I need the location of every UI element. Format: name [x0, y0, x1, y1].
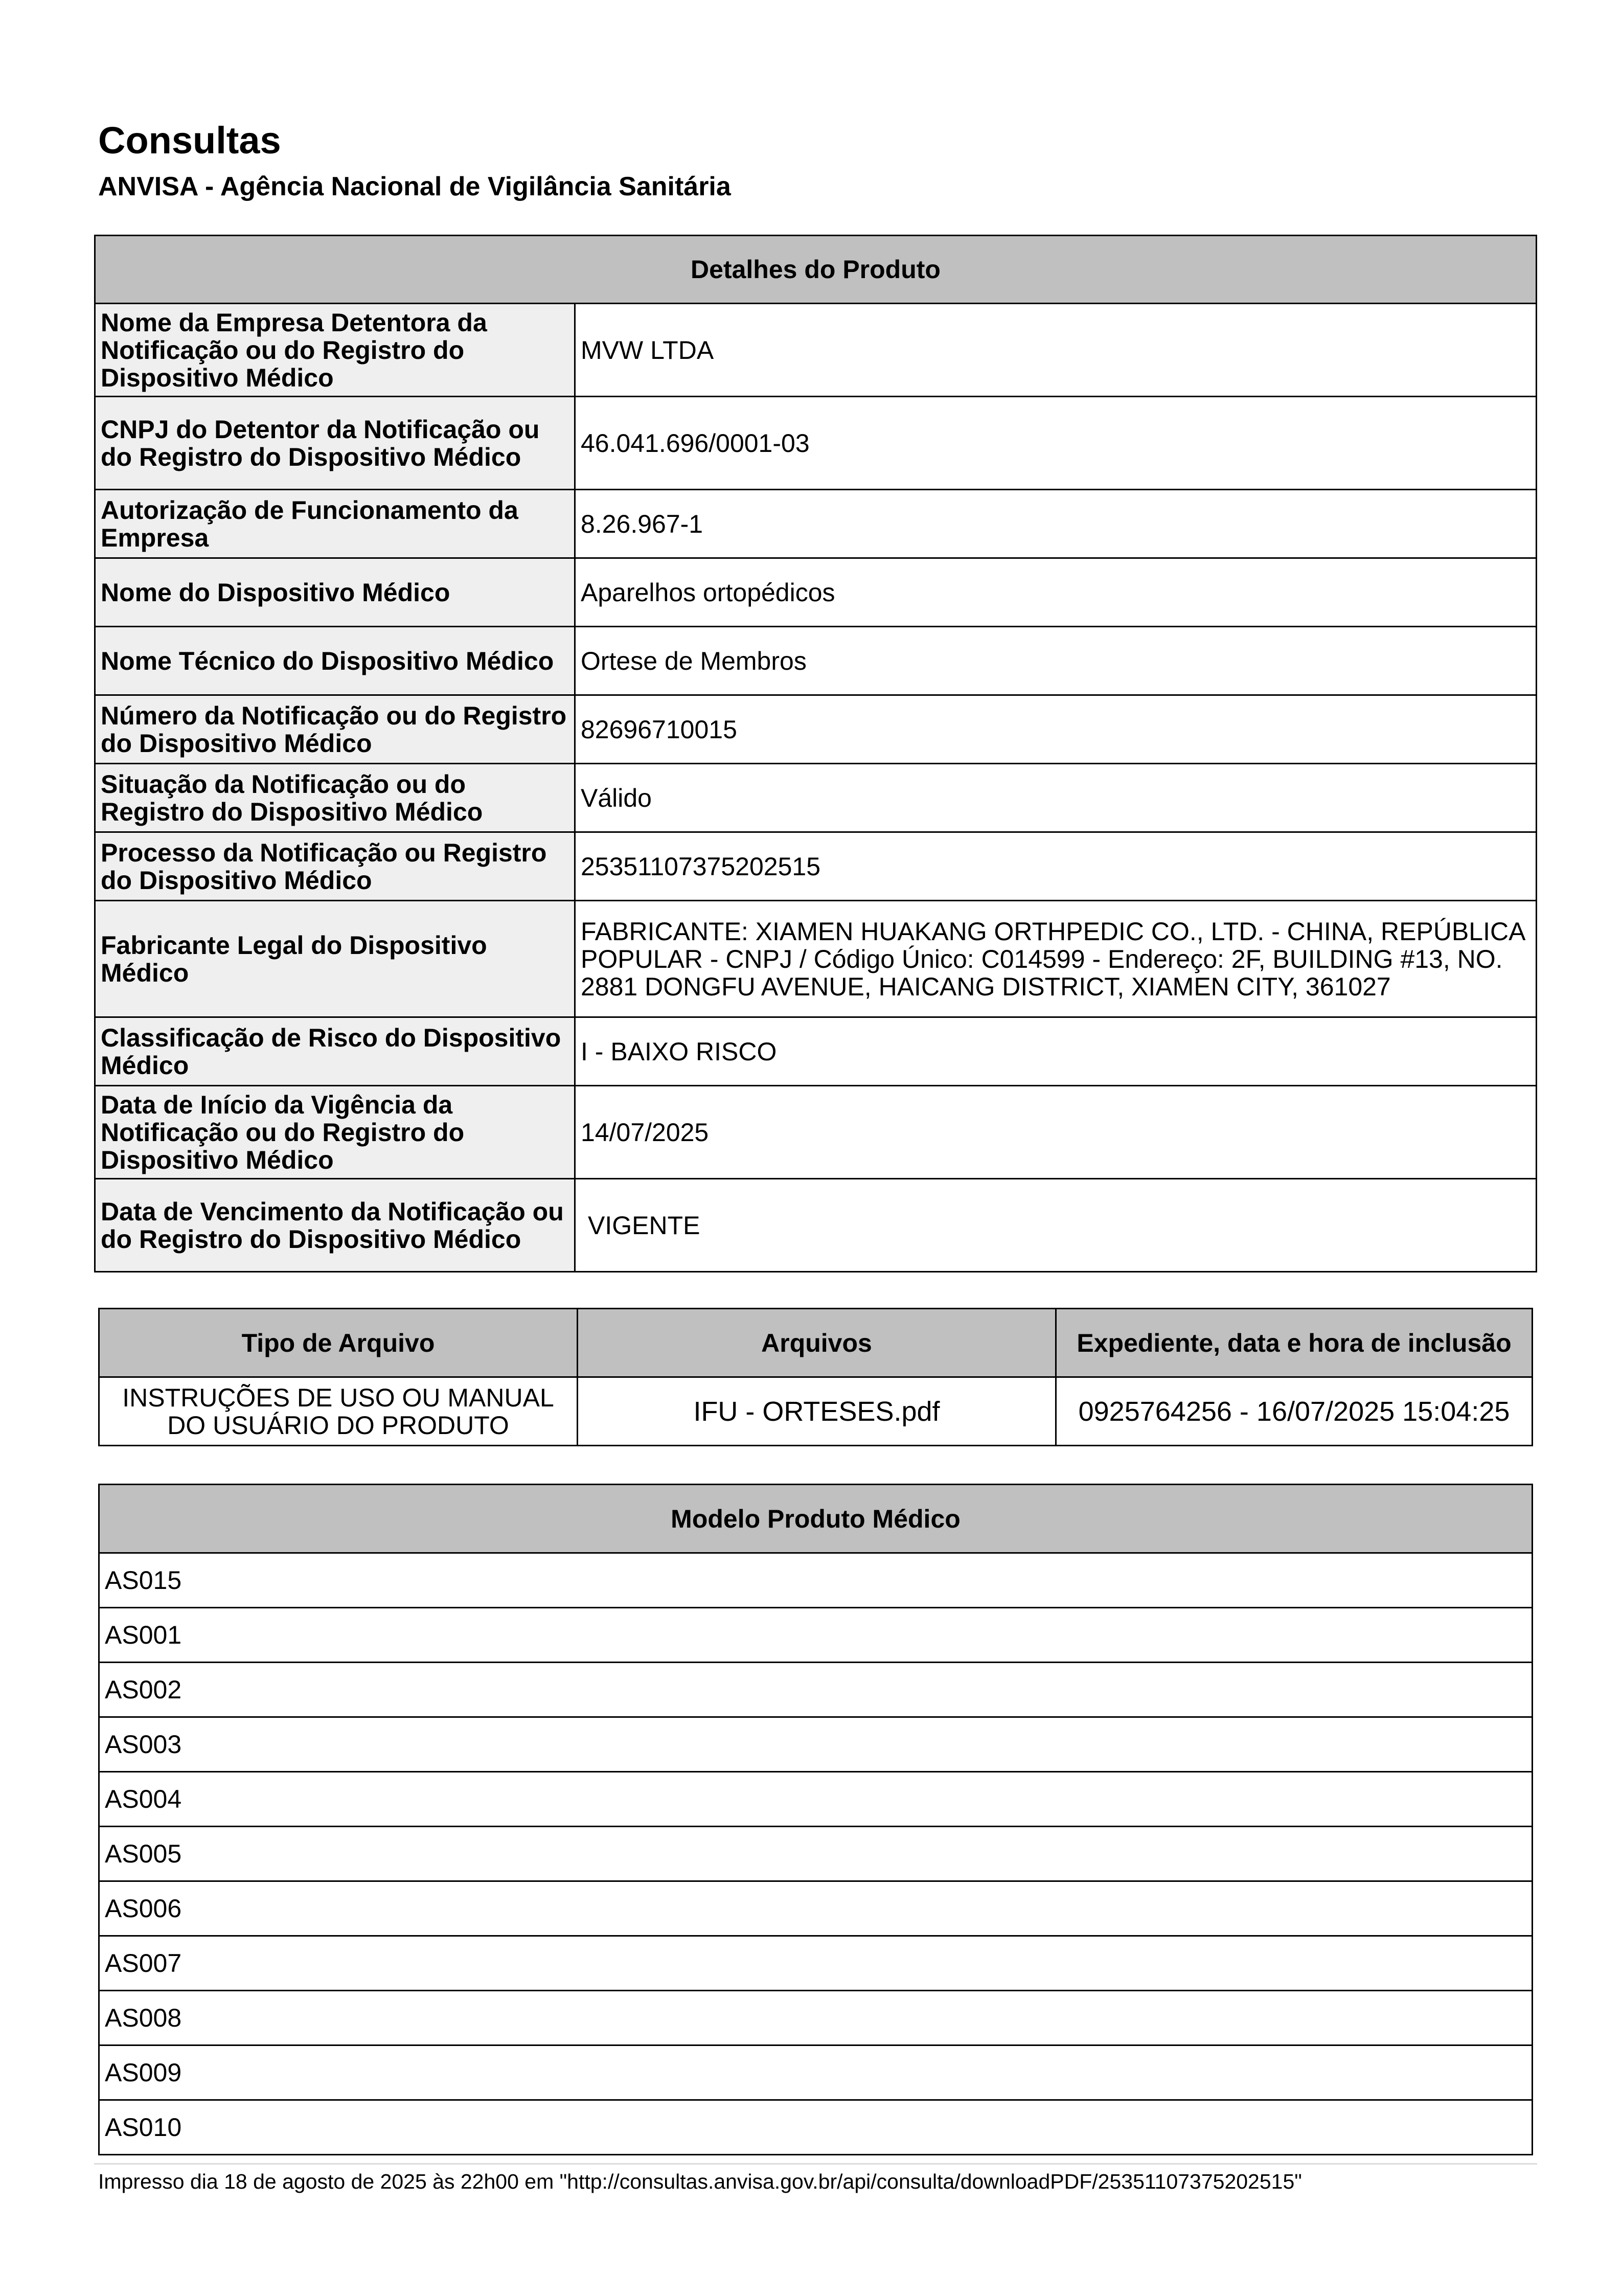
details-label: Data de Vencimento da Notificação ou do Registro do Dispositivo Médico	[95, 1179, 575, 1272]
details-value: Ortese de Membros	[575, 627, 1537, 695]
model-row	[99, 1663, 1533, 1717]
details-label: Fabricante Legal do Dispositivo Médico	[95, 901, 575, 1017]
details-row	[95, 627, 1537, 695]
details-label: Nome do Dispositivo Médico	[95, 558, 575, 627]
details-row	[95, 1179, 1537, 1272]
models-heading: Modelo Produto Médico	[99, 1485, 1533, 1553]
page-title: Consultas	[98, 119, 281, 162]
files-header-expedient: Expediente, data e hora de inclusão	[1056, 1309, 1533, 1377]
details-value: 46.041.696/0001-03	[575, 397, 1537, 490]
model-item: AS005	[99, 1827, 1533, 1881]
model-row	[99, 1827, 1533, 1881]
details-value: 25351107375202515	[575, 832, 1537, 901]
model-item: AS010	[99, 2100, 1533, 2155]
details-label: CNPJ do Detentor da Notificação ou do Registro do Dispositivo Médico	[95, 397, 575, 490]
file-link[interactable]: IFU - ORTESES.pdf	[578, 1377, 1056, 1446]
model-row	[99, 1881, 1533, 1936]
details-row	[95, 1017, 1537, 1086]
details-value: FABRICANTE: XIAMEN HUAKANG ORTHPEDIC CO., LTD. - CHINA, REPÚBLICA POPULAR - CNPJ / Código Único: C014599 - Endereço: 2F, BUILDING #13, NO. 2881 DONGFU AVENUE, HAICANG DISTRICT, XIAMEN CITY, 361027	[575, 901, 1537, 1017]
details-row	[95, 558, 1537, 627]
model-item: AS006	[99, 1881, 1533, 1936]
details-row	[95, 764, 1537, 832]
details-label: Nome Técnico do Dispositivo Médico	[95, 627, 575, 695]
files-row	[99, 1377, 1533, 1446]
model-row	[99, 1717, 1533, 1772]
model-item: AS009	[99, 2045, 1533, 2100]
details-value: 8.26.967-1	[575, 490, 1537, 558]
model-item: AS015	[99, 1553, 1533, 1608]
details-label: Data de Início da Vigência da Notificação ou do Registro do Dispositivo Médico	[95, 1086, 575, 1179]
model-row	[99, 1991, 1533, 2045]
details-label: Processo da Notificação ou Registro do Dispositivo Médico	[95, 832, 575, 901]
page-subtitle: ANVISA - Agência Nacional de Vigilância Sanitária	[98, 172, 731, 201]
details-label: Autorização de Funcionamento da Empresa	[95, 490, 575, 558]
details-row	[95, 490, 1537, 558]
details-value: MVW LTDA	[575, 304, 1537, 397]
model-item: AS003	[99, 1717, 1533, 1772]
model-item: AS004	[99, 1772, 1533, 1827]
model-row	[99, 2100, 1533, 2155]
details-label: Nome da Empresa Detentora da Notificação ou do Registro do Dispositivo Médico	[95, 304, 575, 397]
files-table	[98, 1308, 1533, 1446]
details-row	[95, 695, 1537, 764]
details-label: Situação da Notificação ou do Registro do Dispositivo Médico	[95, 764, 575, 832]
model-row	[99, 1936, 1533, 1991]
model-item: AS001	[99, 1608, 1533, 1663]
details-value: 82696710015	[575, 695, 1537, 764]
files-header-row	[99, 1309, 1533, 1377]
details-value: Aparelhos ortopédicos	[575, 558, 1537, 627]
details-value: Válido	[575, 764, 1537, 832]
file-expedient: 0925764256 - 16/07/2025 15:04:25	[1056, 1377, 1533, 1446]
model-row	[99, 2045, 1533, 2100]
print-footer: Impresso dia 18 de agosto de 2025 às 22h00 em "http://consultas.anvisa.gov.br/api/consulta/downloadPDF/25351107375202515"	[98, 2170, 1302, 2193]
details-value: VIGENTE	[575, 1179, 1537, 1272]
footer-divider	[94, 2163, 1537, 2165]
details-row	[95, 832, 1537, 901]
details-heading: Detalhes do Produto	[95, 236, 1537, 304]
model-item: AS002	[99, 1663, 1533, 1717]
details-row	[95, 901, 1537, 1017]
details-value: I - BAIXO RISCO	[575, 1017, 1537, 1086]
details-row	[95, 304, 1537, 397]
details-row	[95, 397, 1537, 490]
models-table	[98, 1484, 1533, 2155]
files-header-files: Arquivos	[578, 1309, 1056, 1377]
model-row	[99, 1772, 1533, 1827]
model-item: AS008	[99, 1991, 1533, 2045]
details-row	[95, 1086, 1537, 1179]
files-header-type: Tipo de Arquivo	[99, 1309, 578, 1377]
details-label: Classificação de Risco do Dispositivo Médico	[95, 1017, 575, 1086]
model-item: AS007	[99, 1936, 1533, 1991]
product-details-table	[94, 235, 1537, 1272]
details-label: Número da Notificação ou do Registro do Dispositivo Médico	[95, 695, 575, 764]
model-row	[99, 1553, 1533, 1608]
details-header-row	[95, 236, 1537, 304]
models-header-row	[99, 1485, 1533, 1553]
details-value: 14/07/2025	[575, 1086, 1537, 1179]
file-type: INSTRUÇÕES DE USO OU MANUAL DO USUÁRIO DO PRODUTO	[99, 1377, 578, 1446]
model-row	[99, 1608, 1533, 1663]
